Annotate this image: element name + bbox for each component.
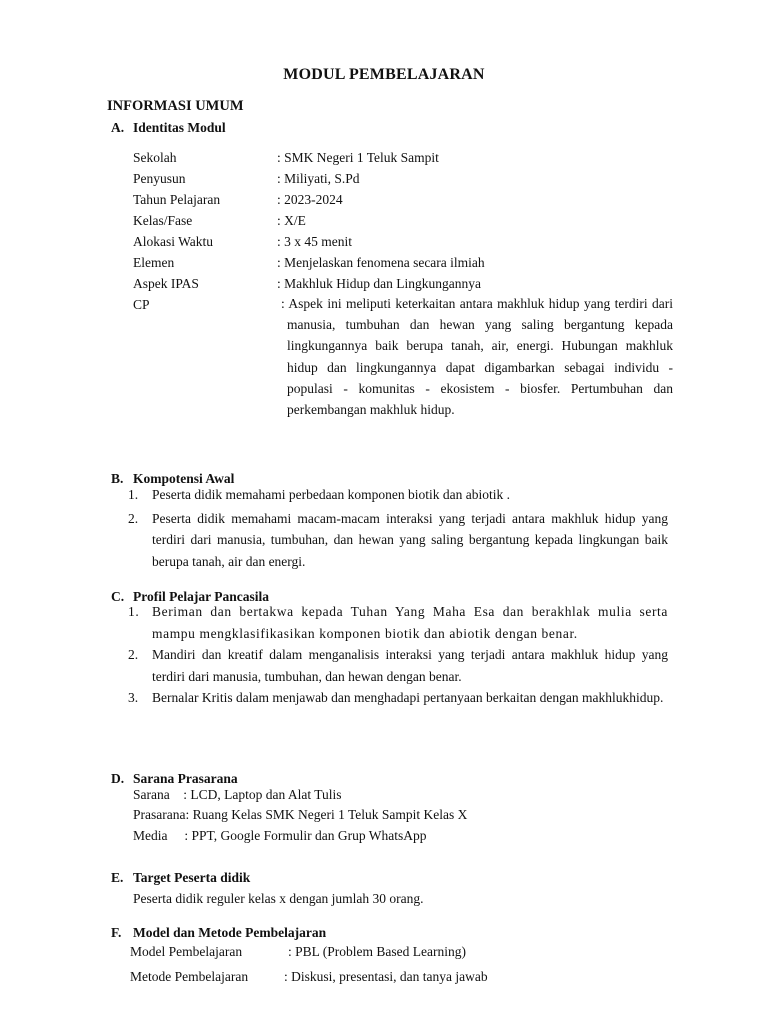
heading-text: Model dan Metode Pembelajaran [133, 925, 327, 940]
media-line: Media : PPT, Google Formulir dan Grup WhatsApp [133, 828, 427, 843]
identitas-row-sekolah [133, 147, 439, 168]
prasarana-line: Prasarana: Ruang Kelas SMK Negeri 1 Teluk Sampit Kelas X [133, 807, 468, 822]
row-value: : Menjelaskan fenomena secara ilmiah [277, 255, 485, 270]
row-key: Alokasi Waktu [133, 234, 214, 249]
heading-text: Identitas Modul [133, 120, 226, 135]
row-key: Sekolah [133, 150, 177, 165]
identitas-row-kelas [133, 210, 306, 231]
item-number: 1. [128, 604, 140, 619]
heading-letter: C. [111, 589, 125, 604]
heading-text: Profil Pelajar Pancasila [133, 589, 269, 604]
model-row [130, 944, 466, 960]
row-value: : 2023-2024 [277, 192, 343, 207]
heading-text: Sarana Prasarana [133, 771, 238, 786]
metode-value: : Diskusi, presentasi, dan tanya jawab [284, 969, 488, 984]
row-key: CP [133, 297, 150, 312]
document-title: MODUL PEMBELAJARAN [283, 66, 485, 83]
heading-model-metode [111, 925, 326, 941]
row-key: Tahun Pelajaran [133, 192, 221, 207]
row-key: Aspek IPAS [133, 276, 199, 291]
list-item [124, 644, 668, 687]
identitas-row-tahun [133, 189, 343, 210]
heading-letter: B. [111, 471, 124, 486]
identitas-row-alokasi [133, 231, 352, 252]
metode-row [130, 969, 488, 985]
list-item [124, 508, 668, 573]
row-value: : 3 x 45 menit [277, 234, 352, 249]
heading-text: Target Peserta didik [133, 870, 251, 885]
identitas-row-penyusun [133, 168, 360, 189]
heading-letter: F. [111, 925, 122, 940]
list-item [124, 687, 668, 709]
heading-text: Kompotensi Awal [133, 471, 235, 486]
model-value: : PBL (Problem Based Learning) [288, 944, 466, 959]
row-value: : Miliyati, S.Pd [277, 171, 360, 186]
model-label: Model Pembelajaran [130, 944, 243, 959]
row-value: : X/E [277, 213, 306, 228]
profil-list [124, 601, 668, 709]
item-number: 3. [128, 690, 139, 705]
heading-letter: D. [111, 771, 125, 786]
cp-description: : Aspek ini meliputi keterkaitan antara makhluk hidup yang terdiri dari manusia, tumbuhan dan hewan yang saling bergantung kepada lingkungannya baik berupa tanah, air, energi. Hubungan makhluk hidup dan lingkungannya dapat digambarkan sebagai individu - populasi - komunitas - ekosistem - biosfer. Pertumbuhan dan perkembangan makhluk hidup. [281, 296, 673, 418]
heading-target-peserta [111, 870, 250, 886]
target-text: Peserta didik reguler kelas x dengan jumlah 30 orang. [133, 891, 424, 906]
heading-sarana-prasarana [111, 771, 238, 787]
item-text: Beriman dan bertakwa kepada Tuhan Yang Maha Esa dan berakhlak mulia serta mampu mengklasifikasikan komponen biotik dan abiotik dengan benar. [152, 604, 668, 641]
heading-letter: A. [111, 120, 125, 135]
list-item [124, 601, 668, 644]
row-value: : SMK Negeri 1 Teluk Sampit [277, 150, 439, 165]
row-key: Kelas/Fase [133, 213, 193, 228]
heading-letter: E. [111, 870, 124, 885]
identitas-row-cp [133, 294, 277, 315]
item-text: Peserta didik memahami perbedaan komponen biotik dan abiotik . [152, 487, 511, 502]
item-text: Bernalar Kritis dalam menjawab dan menghadapi pertanyaan berkaitan dengan makhlukhidup. [152, 690, 664, 705]
item-number: 1. [128, 487, 139, 502]
row-value: : Makhluk Hidup dan Lingkungannya [277, 276, 481, 291]
row-key: Penyusun [133, 171, 186, 186]
item-number: 2. [128, 647, 139, 662]
kompetensi-list [124, 484, 668, 572]
metode-label: Metode Pembelajaran [130, 969, 249, 984]
identitas-row-aspek [133, 273, 481, 294]
row-key: Elemen [133, 255, 175, 270]
list-item [124, 484, 668, 506]
item-text: Mandiri dan kreatif dalam menganalisis interaksi yang terjadi antara makhluk hidup yang terdiri dari manusia, tumbuhan, dan hewan dengan benar. [152, 647, 668, 684]
heading-identitas-modul [111, 120, 226, 136]
item-number: 2. [128, 510, 139, 526]
item-text: Peserta didik memahami macam-macam interaksi yang terjadi antara makhluk hidup yang terdiri dari manusia, tumbuhan, dan hewan yang saling bergantung kepada lingkungan baik berupa tanah, air dan energi. [152, 510, 668, 569]
section-informasi-umum: INFORMASI UMUM [107, 98, 244, 114]
sarana-line: Sarana : LCD, Laptop dan Alat Tulis [133, 787, 342, 802]
identitas-row-elemen [133, 252, 485, 273]
